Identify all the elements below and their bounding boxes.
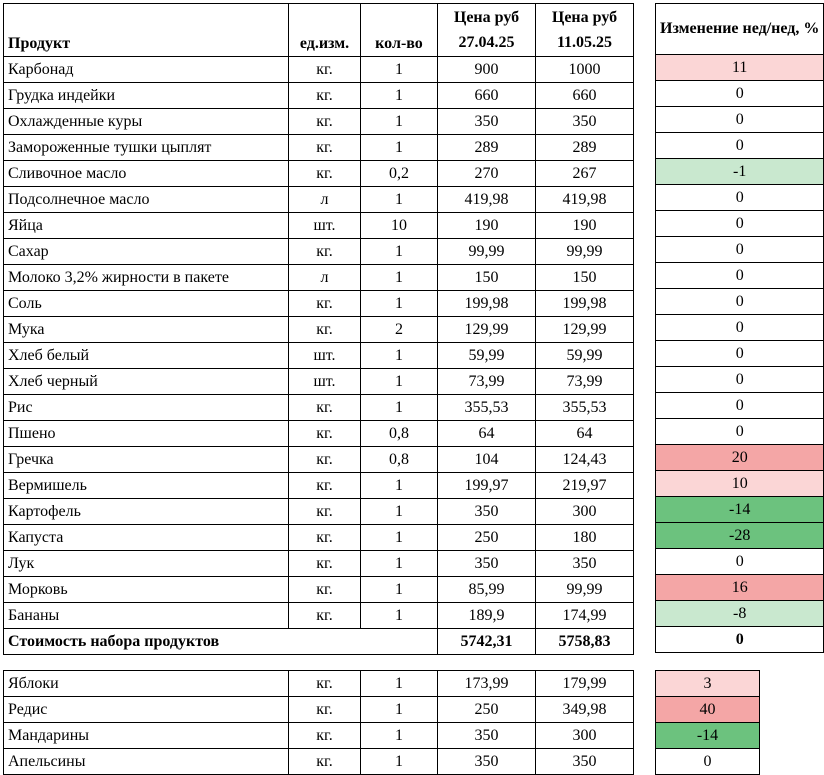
price-1-cell: 350: [438, 551, 536, 577]
qty-cell: 1: [361, 395, 438, 421]
price-2-cell: 174,99: [536, 603, 634, 629]
qty-cell: 1: [361, 499, 438, 525]
price-2-cell: 219,97: [536, 473, 634, 499]
change-row: [656, 697, 760, 723]
table-row: [4, 421, 634, 447]
product-name: Хлеб белый: [4, 343, 289, 369]
extra-table: [3, 670, 634, 775]
product-name: Яблоки: [4, 671, 289, 697]
change-cell: 0: [656, 263, 824, 289]
change-row: [656, 211, 824, 237]
total-row: [4, 629, 634, 655]
price-2-cell: 300: [536, 723, 634, 749]
table-row: [4, 135, 634, 161]
price-1-cell: 250: [438, 697, 536, 723]
product-name: Вермишель: [4, 473, 289, 499]
price-2-cell: 129,99: [536, 317, 634, 343]
table-row: [4, 161, 634, 187]
change-header-row: [656, 4, 824, 55]
product-name: Рис: [4, 395, 289, 421]
unit-cell: кг.: [289, 291, 361, 317]
change-row: [656, 263, 824, 289]
change-cell: 0: [656, 107, 824, 133]
qty-cell: 1: [361, 723, 438, 749]
header-price-1-date: 27.04.25: [458, 34, 515, 51]
price-1-cell: 59,99: [438, 343, 536, 369]
product-name: Капуста: [4, 525, 289, 551]
price-1-cell: 85,99: [438, 577, 536, 603]
change-cell: 0: [656, 81, 824, 107]
price-1-cell: 199,98: [438, 291, 536, 317]
change-cell: 40: [656, 697, 760, 723]
price-2-cell: 150: [536, 265, 634, 291]
qty-cell: 1: [361, 603, 438, 629]
qty-cell: 1: [361, 109, 438, 135]
unit-cell: кг.: [289, 421, 361, 447]
qty-cell: 1: [361, 57, 438, 83]
price-2-cell: 190: [536, 213, 634, 239]
table-row: [4, 291, 634, 317]
change-row: [656, 523, 824, 549]
product-name: Замороженные тушки цыплят: [4, 135, 289, 161]
table-row: [4, 697, 634, 723]
price-1-cell: 350: [438, 499, 536, 525]
price-1-cell: 419,98: [438, 187, 536, 213]
qty-cell: 10: [361, 213, 438, 239]
price-2-cell: 350: [536, 749, 634, 775]
change-row: [656, 237, 824, 263]
change-cell: 3: [656, 671, 760, 697]
change-row: [656, 81, 824, 107]
unit-cell: кг.: [289, 447, 361, 473]
price-1-cell: 350: [438, 749, 536, 775]
change-row: [656, 159, 824, 185]
table-row: [4, 109, 634, 135]
qty-cell: 1: [361, 671, 438, 697]
unit-cell: кг.: [289, 135, 361, 161]
total-label: Стоимость набора продуктов: [4, 629, 289, 655]
header-product: Продукт: [4, 4, 289, 57]
change-cell: 20: [656, 445, 824, 471]
price-2-cell: 300: [536, 499, 634, 525]
extra-body: [4, 671, 634, 775]
table-row: [4, 749, 634, 775]
unit-cell: л: [289, 265, 361, 291]
change-cell: -14: [656, 497, 824, 523]
price-1-cell: 289: [438, 135, 536, 161]
qty-cell: 1: [361, 369, 438, 395]
unit-cell: кг.: [289, 109, 361, 135]
price-2-cell: 99,99: [536, 239, 634, 265]
change-cell: -14: [656, 723, 760, 749]
price-1-cell: 189,9: [438, 603, 536, 629]
header-change: [656, 4, 824, 55]
price-1-cell: 270: [438, 161, 536, 187]
unit-cell: кг.: [289, 697, 361, 723]
table-row: [4, 723, 634, 749]
change-row: [656, 107, 824, 133]
price-1-cell: 73,99: [438, 369, 536, 395]
unit-cell: кг.: [289, 551, 361, 577]
table-row: [4, 395, 634, 421]
header-change-l1: Изменение: [660, 20, 739, 37]
price-2-cell: 59,99: [536, 343, 634, 369]
product-name: Бананы: [4, 603, 289, 629]
qty-cell: 0,8: [361, 447, 438, 473]
table-row: [4, 473, 634, 499]
change-row: [656, 471, 824, 497]
price-2-cell: 350: [536, 551, 634, 577]
change-table: [655, 3, 824, 653]
product-name: Сливочное масло: [4, 161, 289, 187]
price-1-cell: 129,99: [438, 317, 536, 343]
unit-cell: кг.: [289, 577, 361, 603]
change-row: [656, 315, 824, 341]
change-cell: 0: [656, 341, 824, 367]
change-cell: -28: [656, 523, 824, 549]
change-cell: 0: [656, 749, 760, 775]
price-table: [3, 3, 634, 655]
total-change: 0: [656, 627, 824, 653]
change-cell: -8: [656, 601, 824, 627]
header-change-l2: нед/нед, %: [742, 20, 820, 37]
qty-cell: 1: [361, 135, 438, 161]
unit-cell: кг.: [289, 395, 361, 421]
change-body: [656, 55, 824, 627]
change-cell: -1: [656, 159, 824, 185]
unit-cell: кг.: [289, 525, 361, 551]
qty-cell: 1: [361, 239, 438, 265]
change-cell: 0: [656, 315, 824, 341]
qty-cell: 1: [361, 473, 438, 499]
table-row: [4, 577, 634, 603]
unit-cell: кг.: [289, 83, 361, 109]
price-1-cell: 660: [438, 83, 536, 109]
change-row: [656, 133, 824, 159]
change-row: [656, 497, 824, 523]
change-cell: 0: [656, 393, 824, 419]
price-2-cell: 180: [536, 525, 634, 551]
table-row: [4, 83, 634, 109]
price-1-cell: 355,53: [438, 395, 536, 421]
table-row: [4, 187, 634, 213]
table-row: [4, 499, 634, 525]
change-total-row: [656, 627, 824, 653]
price-2-cell: 73,99: [536, 369, 634, 395]
price-2-cell: 1000: [536, 57, 634, 83]
change-cell: 10: [656, 471, 824, 497]
price-2-cell: 64: [536, 421, 634, 447]
table-row: [4, 239, 634, 265]
product-name: Хлеб черный: [4, 369, 289, 395]
qty-cell: 1: [361, 749, 438, 775]
header-price-1: [438, 4, 536, 57]
product-name: Апельсины: [4, 749, 289, 775]
qty-cell: 0,8: [361, 421, 438, 447]
qty-cell: 2: [361, 317, 438, 343]
change-row: [656, 185, 824, 211]
change-row: [656, 445, 824, 471]
product-name: Сахар: [4, 239, 289, 265]
table-row: [4, 671, 634, 697]
product-name: Лук: [4, 551, 289, 577]
change-cell: 0: [656, 185, 824, 211]
change-row: [656, 671, 760, 697]
product-name: Гречка: [4, 447, 289, 473]
table-row: [4, 447, 634, 473]
qty-cell: 1: [361, 697, 438, 723]
price-1-cell: 150: [438, 265, 536, 291]
qty-cell: 1: [361, 265, 438, 291]
main-body: [4, 57, 634, 629]
product-name: Редис: [4, 697, 289, 723]
header-price-2-date: 11.05.25: [556, 34, 613, 51]
unit-cell: кг.: [289, 317, 361, 343]
table-row: [4, 343, 634, 369]
change-row: [656, 749, 760, 775]
change-cell: 0: [656, 289, 824, 315]
header-unit: ед.изм.: [289, 4, 361, 57]
qty-cell: 1: [361, 291, 438, 317]
unit-cell: кг.: [289, 499, 361, 525]
header-price-2: [536, 4, 634, 57]
price-2-cell: 179,99: [536, 671, 634, 697]
price-1-cell: 104: [438, 447, 536, 473]
price-2-cell: 355,53: [536, 395, 634, 421]
unit-cell: кг.: [289, 473, 361, 499]
table-row: [4, 317, 634, 343]
change-cell: 0: [656, 549, 824, 575]
change-cell: 16: [656, 575, 824, 601]
table-row: [4, 57, 634, 83]
product-name: Морковь: [4, 577, 289, 603]
header-qty: кол-во: [361, 4, 438, 57]
product-name: Пшено: [4, 421, 289, 447]
price-1-cell: 199,97: [438, 473, 536, 499]
price-2-cell: 419,98: [536, 187, 634, 213]
product-name: Мандарины: [4, 723, 289, 749]
price-1-cell: 64: [438, 421, 536, 447]
price-2-cell: 349,98: [536, 697, 634, 723]
change-row: [656, 601, 824, 627]
table-row: [4, 265, 634, 291]
product-name: Молоко 3,2% жирности в пакете: [4, 265, 289, 291]
table-row: [4, 551, 634, 577]
product-name: Яйца: [4, 213, 289, 239]
price-2-cell: 124,43: [536, 447, 634, 473]
change-cell: 0: [656, 367, 824, 393]
table-row: [4, 369, 634, 395]
product-name: Картофель: [4, 499, 289, 525]
qty-cell: 0,2: [361, 161, 438, 187]
header-price-1-label: Цена руб: [453, 9, 520, 26]
price-1-cell: 900: [438, 57, 536, 83]
price-2-cell: 99,99: [536, 577, 634, 603]
header-row: [4, 4, 634, 57]
unit-cell: кг.: [289, 239, 361, 265]
total-price-2: 5758,83: [536, 629, 634, 655]
change-row: [656, 393, 824, 419]
change-row: [656, 367, 824, 393]
price-1-cell: 190: [438, 213, 536, 239]
price-1-cell: 350: [438, 109, 536, 135]
unit-cell: кг.: [289, 161, 361, 187]
product-name: Карбонад: [4, 57, 289, 83]
qty-cell: 1: [361, 525, 438, 551]
extra-change-table: [655, 670, 760, 775]
price-2-cell: 660: [536, 83, 634, 109]
change-row: [656, 723, 760, 749]
unit-cell: кг.: [289, 749, 361, 775]
header-price-2-label: Цена руб: [551, 9, 618, 26]
price-2-cell: 267: [536, 161, 634, 187]
unit-cell: кг.: [289, 603, 361, 629]
change-cell: 0: [656, 211, 824, 237]
product-name: Грудка индейки: [4, 83, 289, 109]
change-cell: 0: [656, 133, 824, 159]
change-row: [656, 575, 824, 601]
unit-cell: л: [289, 187, 361, 213]
total-blank: [289, 629, 361, 655]
unit-cell: шт.: [289, 213, 361, 239]
price-1-cell: 250: [438, 525, 536, 551]
product-name: Мука: [4, 317, 289, 343]
change-row: [656, 419, 824, 445]
price-1-cell: 173,99: [438, 671, 536, 697]
price-2-cell: 289: [536, 135, 634, 161]
extra-change-body: [656, 671, 760, 775]
price-1-cell: 350: [438, 723, 536, 749]
table-row: [4, 213, 634, 239]
change-row: [656, 341, 824, 367]
product-name: Охлажденные куры: [4, 109, 289, 135]
price-2-cell: 350: [536, 109, 634, 135]
unit-cell: шт.: [289, 369, 361, 395]
unit-cell: шт.: [289, 343, 361, 369]
qty-cell: 1: [361, 187, 438, 213]
price-2-cell: 199,98: [536, 291, 634, 317]
qty-cell: 1: [361, 343, 438, 369]
change-row: [656, 289, 824, 315]
table-row: [4, 525, 634, 551]
total-blank: [361, 629, 438, 655]
unit-cell: кг.: [289, 671, 361, 697]
change-row: [656, 549, 824, 575]
unit-cell: кг.: [289, 723, 361, 749]
qty-cell: 1: [361, 83, 438, 109]
change-cell: 0: [656, 419, 824, 445]
table-row: [4, 603, 634, 629]
product-name: Соль: [4, 291, 289, 317]
product-name: Подсолнечное масло: [4, 187, 289, 213]
change-cell: 0: [656, 237, 824, 263]
qty-cell: 1: [361, 551, 438, 577]
total-price-1: 5742,31: [438, 629, 536, 655]
qty-cell: 1: [361, 577, 438, 603]
change-cell: 11: [656, 55, 824, 81]
change-row: [656, 55, 824, 81]
unit-cell: кг.: [289, 57, 361, 83]
price-1-cell: 99,99: [438, 239, 536, 265]
